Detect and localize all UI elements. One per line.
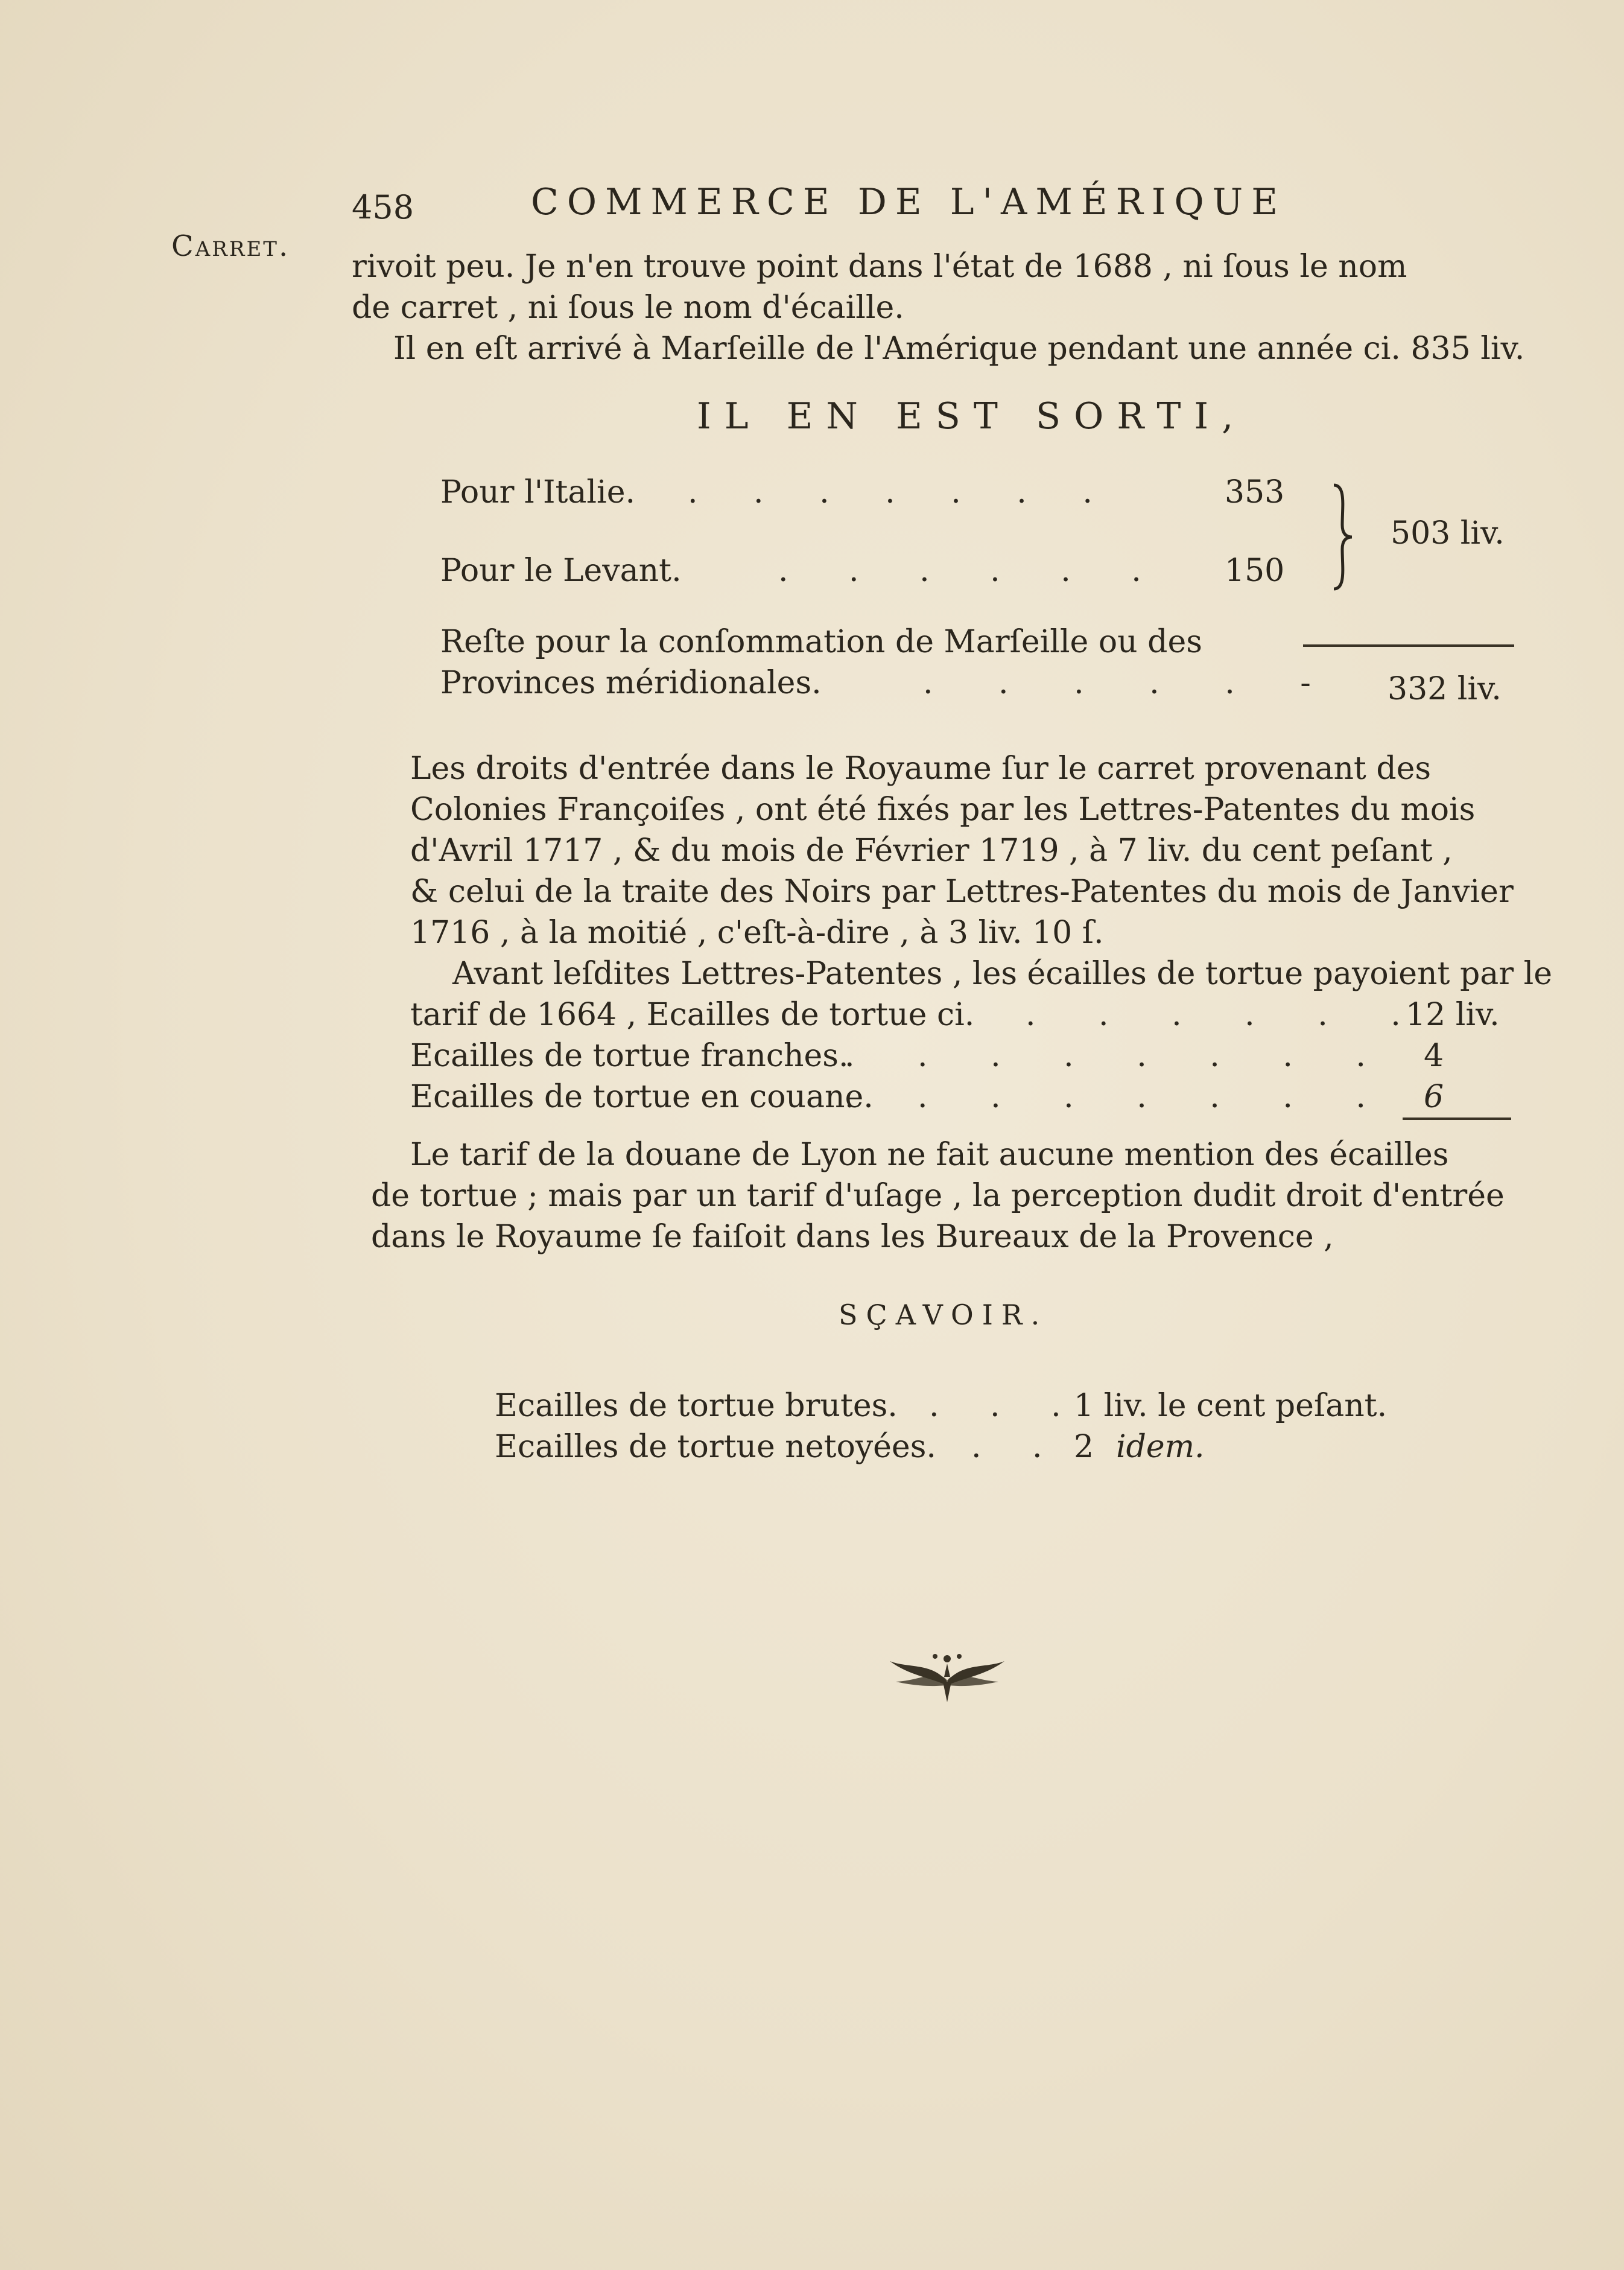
export-value: 353 <box>1225 474 1285 510</box>
leader-dots: . . <box>971 1429 1063 1465</box>
paragraph-line: Les droits d'entrée dans le Royaume ſur le carret provenant des <box>410 751 1432 787</box>
savoir-label: Ecailles de tortue netoyées. <box>495 1429 936 1465</box>
margin-note: Carret. <box>171 229 290 263</box>
sum-rule <box>1403 1118 1511 1120</box>
leader-dots: . . . <box>929 1388 1082 1424</box>
savoir-label: Ecailles de tortue brutes. <box>495 1388 898 1424</box>
intro-line: Il en eſt arrivé à Marſeille de l'Amérique pendant une année ci. 835 liv. <box>393 331 1525 367</box>
reste-line: Provinces méridionales. <box>440 665 822 701</box>
intro-line: rivoit peu. Je n'en trouve point dans l'état de 1688 , ni ſous le nom <box>352 249 1407 285</box>
paragraph-line: dans le Royaume ſe faiſoit dans les Bureaux de la Provence , <box>371 1219 1334 1255</box>
tarif-value: 6 <box>1424 1079 1444 1115</box>
paragraph-line: & celui de la traite des Noirs par Lettres-Patentes du mois de Janvier <box>410 874 1514 910</box>
savoir-value: 2 <box>1074 1429 1094 1465</box>
savoir-value: 1 liv. le cent peſant. <box>1074 1388 1388 1424</box>
savoir-value-idem: idem. <box>1116 1429 1205 1465</box>
fleuron-ornament-icon <box>884 1650 1010 1705</box>
tarif-value: 4 <box>1424 1038 1444 1074</box>
sum-rule <box>1303 644 1514 647</box>
exports-total: 503 liv. <box>1391 515 1505 552</box>
paragraph-line: d'Avril 1717 , & du mois de Février 1719 , à 7 liv. du cent peſant , <box>410 833 1453 869</box>
leader-dots: . . . . . - <box>923 665 1339 701</box>
tarif-label: tarif de 1664 , Ecailles de tortue ci. <box>410 997 975 1033</box>
leader-dots: . . . . . . <box>778 553 1167 589</box>
section-heading-sorti: IL EN EST SORTI, <box>697 395 1247 437</box>
export-label: Pour l'Italie. <box>440 474 635 510</box>
paragraph-line: Avant leſdites Lettres-Patentes , les écailles de tortue payoient par le <box>452 956 1553 992</box>
section-heading-savoir: SÇAVOIR. <box>839 1299 1048 1331</box>
curly-brace-icon <box>1330 483 1354 591</box>
leader-dots: . . . . . . . . <box>845 1079 1392 1115</box>
leader-dots: . . . . . . . <box>688 474 1115 510</box>
tarif-label: Ecailles de tortue en couane. <box>410 1079 874 1115</box>
reste-line: Reſte pour la conſommation de Marſeille ou des <box>440 624 1202 660</box>
paragraph-line: Le tarif de la douane de Lyon ne fait aucune mention des écailles <box>410 1137 1449 1173</box>
leader-dots: . . . . . . <box>1026 997 1427 1033</box>
tarif-label: Ecailles de tortue franches. <box>410 1038 849 1074</box>
intro-line: de carret , ni ſous le nom d'écaille. <box>352 290 904 326</box>
leader-dots: . . . . . . . . <box>845 1038 1392 1074</box>
paragraph-line: 1716 , à la moitié , c'eſt-à-dire , à 3 liv. 10 ſ. <box>410 915 1104 951</box>
export-label: Pour le Levant. <box>440 553 682 589</box>
running-title: COMMERCE DE L'AMÉRIQUE <box>531 181 1287 223</box>
export-value: 150 <box>1225 553 1285 589</box>
paragraph-line: de tortue ; mais par un tarif d'uſage , la perception dudit droit d'entrée <box>371 1178 1505 1214</box>
paragraph-line: Colonies Françoiſes , ont été fixés par les Lettres-Patentes du mois <box>410 792 1476 828</box>
page-number: 458 <box>352 188 414 226</box>
tarif-value: 12 liv. <box>1406 997 1500 1033</box>
reste-value: 332 liv. <box>1388 671 1502 707</box>
